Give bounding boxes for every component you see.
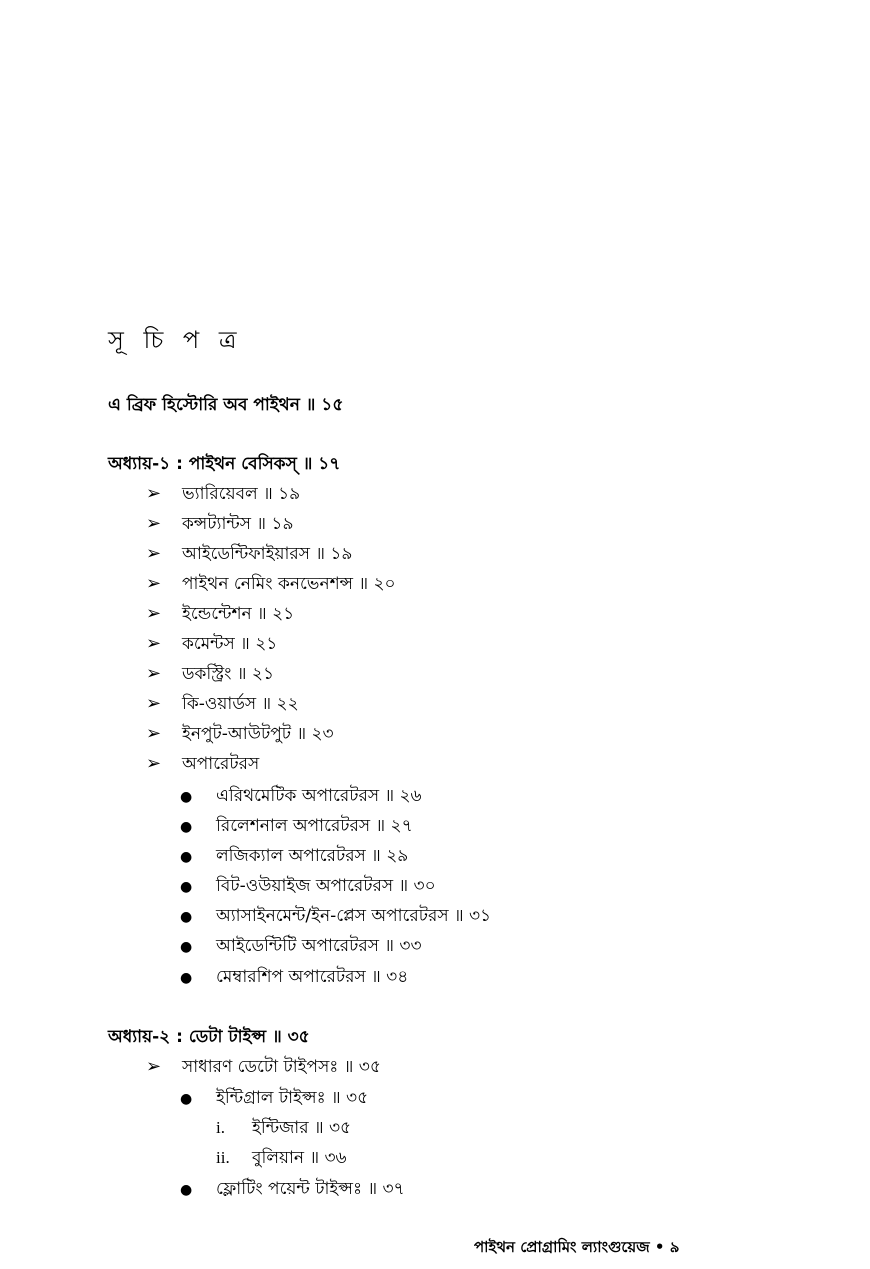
toc-subitem: ● রিলেশনাল অপারেটরস ॥ ২৭ xyxy=(180,816,413,836)
page-footer: পাইথন প্রোগ্রামিং ল্যাংগুয়েজ • ৯ xyxy=(474,1238,680,1256)
page-heading: সূ চি প ত্র xyxy=(108,326,243,354)
toc-roman-item: ii. বুলিয়ান ॥ ৩৬ xyxy=(216,1148,347,1168)
arrow-bullet-icon: ➢ xyxy=(146,633,162,654)
bullet-icon: ● xyxy=(180,1182,193,1198)
toc-item: ➢ আইডেন্টিফাইয়ারস ॥ ১৯ xyxy=(146,543,353,564)
arrow-bullet-icon: ➢ xyxy=(146,663,162,684)
bullet-icon: ● xyxy=(180,939,193,955)
arrow-bullet-icon: ➢ xyxy=(146,603,162,624)
toc-subitem: ● এরিথমেটিক অপারেটরস ॥ ২৬ xyxy=(180,786,422,806)
toc-entry-history: এ ব্রিফ হিস্টোরি অব পাইথন ॥ ১৫ xyxy=(108,395,344,415)
toc-subitem: ● বিট-ওউয়াইজ অপারেটরস ॥ ৩০ xyxy=(180,876,436,896)
bullet-icon: ● xyxy=(180,789,193,805)
toc-subitem: ● আইডেন্টিটি অপারেটরস ॥ ৩৩ xyxy=(180,936,422,956)
bullet-icon: ● xyxy=(180,879,193,895)
bullet-icon: ● xyxy=(180,1091,193,1107)
arrow-bullet-icon: ➢ xyxy=(146,1056,162,1077)
chapter-2-title: অধ্যায়-২ : ডেটা টাইপ্স ॥ ৩৫ xyxy=(108,1027,310,1047)
toc-item: ➢ ইনপুট-আউটপুট ॥ ২৩ xyxy=(146,723,334,744)
toc-subitem: ● মেম্বারশিপ অপারেটরস ॥ ৩৪ xyxy=(180,967,409,987)
toc-roman-item: i. ইন্টিজার ॥ ৩৫ xyxy=(216,1118,352,1138)
toc-item: ➢ কমেন্টস ॥ ২১ xyxy=(146,633,278,654)
arrow-bullet-icon: ➢ xyxy=(146,723,162,744)
toc-item: ➢ অপারেটরস xyxy=(146,753,260,774)
arrow-bullet-icon: ➢ xyxy=(146,753,162,774)
arrow-bullet-icon: ➢ xyxy=(146,483,162,504)
toc-item: ➢ কি-ওয়ার্ডস ॥ ২২ xyxy=(146,693,299,714)
arrow-bullet-icon: ➢ xyxy=(146,573,162,594)
arrow-bullet-icon: ➢ xyxy=(146,513,162,534)
bullet-icon: ● xyxy=(180,849,193,865)
bullet-icon: ● xyxy=(180,970,193,986)
toc-item: ➢ পাইথন নেমিং কনভেনশন্স ॥ ২০ xyxy=(146,573,396,594)
toc-item: ➢ ডকস্ট্রিং ॥ ২১ xyxy=(146,663,274,684)
bullet-icon: ● xyxy=(180,819,193,835)
toc-subitem: ● ফ্লোটিং পয়েন্ট টাইপ্সঃ ॥ ৩৭ xyxy=(180,1179,405,1199)
toc-subitem: ● ইন্টিগ্রাল টাইপ্সঃ ॥ ৩৫ xyxy=(180,1088,369,1108)
arrow-bullet-icon: ➢ xyxy=(146,693,162,714)
chapter-1-title: অধ্যায়-১ : পাইথন বেসিকস্ ॥ ১৭ xyxy=(108,454,341,474)
toc-item: ➢ কন্সট্যান্টস ॥ ১৯ xyxy=(146,513,294,534)
toc-item: ➢ ইন্ডেন্টেশন ॥ ২১ xyxy=(146,603,295,624)
toc-item: ➢ সাধারণ ডেটো টাইপসঃ ॥ ৩৫ xyxy=(146,1056,381,1077)
arrow-bullet-icon: ➢ xyxy=(146,543,162,564)
toc-subitem: ● অ্যাসাইনমেন্ট/ইন-প্লেস অপারেটরস ॥ ৩১ xyxy=(180,906,492,926)
bullet-icon: ● xyxy=(180,909,193,925)
toc-subitem: ● লজিক্যাল অপারেটরস ॥ ২৯ xyxy=(180,846,409,866)
toc-item: ➢ ভ্যারিয়েবল ॥ ১৯ xyxy=(146,483,301,504)
